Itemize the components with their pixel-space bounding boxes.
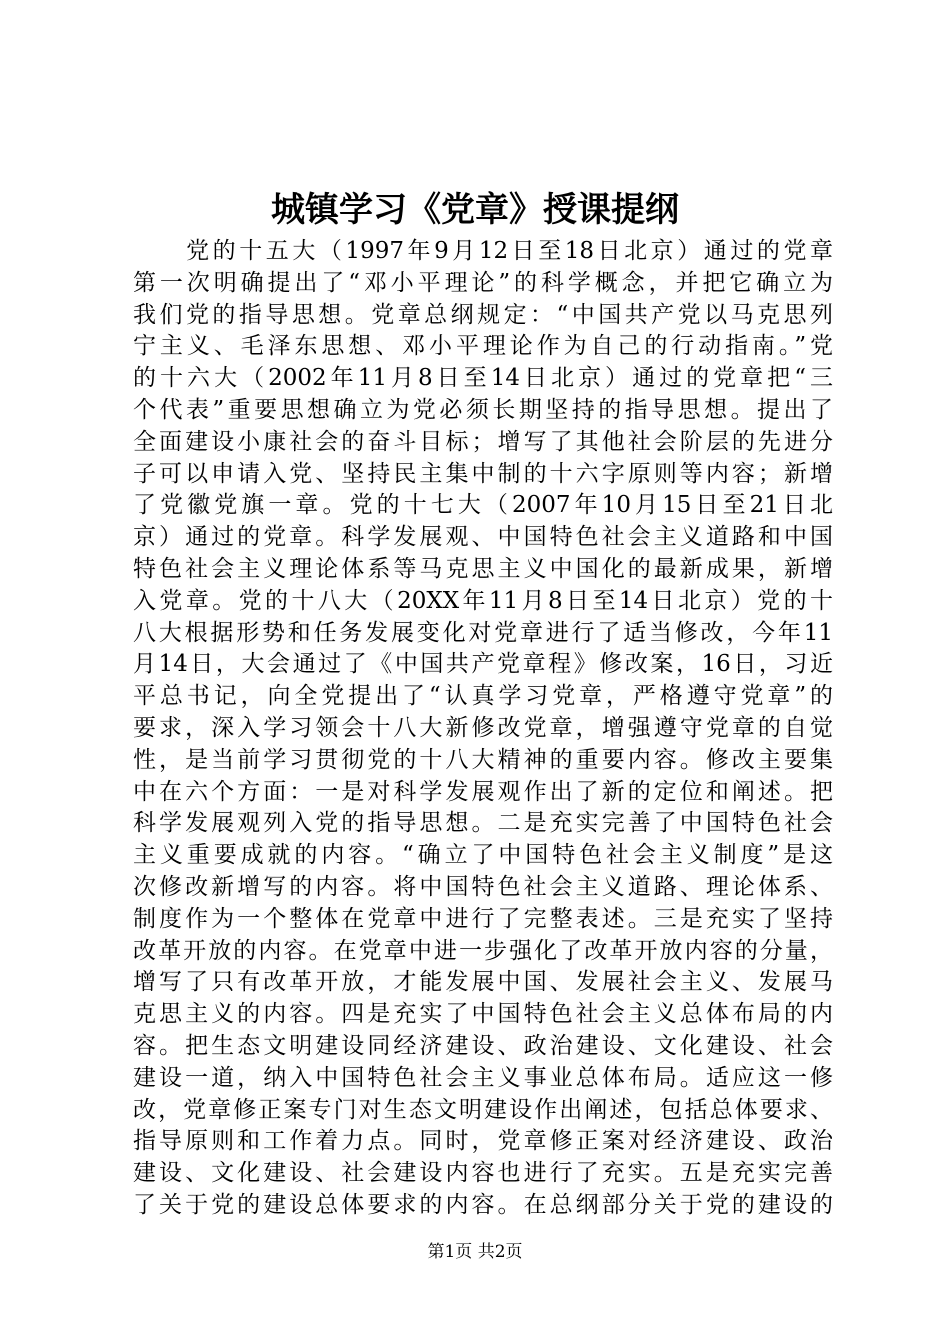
text-line: 全面建设小康社会的奋斗目标；增写了其他社会阶层的先进分 <box>133 428 833 455</box>
text-line: 宁主义、毛泽东思想、邓小平理论作为自己的行动指南。”党 <box>133 333 833 360</box>
text-line: 了关于党的建设总体要求的内容。在总纲部分关于党的建设的 <box>133 1191 833 1218</box>
text-line: 克思主义的内容。四是充实了中国特色社会主义总体布局的内 <box>133 1001 833 1028</box>
text-line: 入党章。党的十八大（20XX年11月8日至14日北京）党的十 <box>133 587 833 614</box>
text-line: 容。把生态文明建设同经济建设、政治建设、文化建设、社会 <box>133 1032 833 1059</box>
text-line: 党的十五大（1997年9月12日至18日北京）通过的党章 <box>133 238 833 264</box>
text-line: 指导原则和工作着力点。同时，党章修正案对经济建设、政治 <box>133 1128 833 1155</box>
text-line: 第一次明确提出了“邓小平理论”的科学概念，并把它确立为 <box>133 269 833 296</box>
text-line: 我们党的指导思想。党章总纲规定：“中国共产党以马克思列 <box>133 301 833 328</box>
body-paragraph <box>133 236 833 1222</box>
page-footer: 第1页 共2页 <box>427 1242 523 1262</box>
text-line: 的十六大（2002年11月8日至14日北京）通过的党章把“三 <box>133 365 833 392</box>
text-line: 中在六个方面：一是对科学发展观作出了新的定位和阐述。把 <box>133 778 833 805</box>
text-line: 月14日，大会通过了《中国共产党章程》修改案，16日，习近 <box>133 651 833 678</box>
text-line: 增写了只有改革开放，才能发展中国、发展社会主义、发展马 <box>133 969 833 996</box>
text-line: 建设一道，纳入中国特色社会主义事业总体布局。适应这一修 <box>133 1064 833 1091</box>
text-line: 京）通过的党章。科学发展观、中国特色社会主义道路和中国 <box>133 524 833 551</box>
text-line: 要求，深入学习领会十八大新修改党章，增强遵守党章的自觉 <box>133 714 833 741</box>
text-line: 子可以申请入党、坚持民主集中制的十六字原则等内容；新增 <box>133 460 833 487</box>
text-line: 改，党章修正案专门对生态文明建设作出阐述，包括总体要求、 <box>133 1096 833 1123</box>
text-line: 特色社会主义理论体系等马克思主义中国化的最新成果，新增 <box>133 555 833 582</box>
text-line: 性，是当前学习贯彻党的十八大精神的重要内容。修改主要集 <box>133 746 833 773</box>
text-line: 建设、文化建设、社会建设内容也进行了充实。五是充实完善 <box>133 1160 833 1187</box>
text-line: 制度作为一个整体在党章中进行了完整表述。三是充实了坚持 <box>133 905 833 932</box>
text-line: 主义重要成就的内容。“确立了中国特色社会主义制度”是这 <box>133 842 833 869</box>
document-title: 城镇学习《党章》授课提纲 <box>271 190 679 230</box>
text-line: 个代表”重要思想确立为党必须长期坚持的指导思想。提出了 <box>133 396 833 423</box>
text-line: 了党徽党旗一章。党的十七大（2007年10月15日至21日北 <box>133 492 833 519</box>
text-line: 八大根据形势和任务发展变化对党章进行了适当修改，今年11 <box>133 619 833 646</box>
text-line: 次修改新增写的内容。将中国特色社会主义道路、理论体系、 <box>133 873 833 900</box>
text-line: 平总书记，向全党提出了“认真学习党章，严格遵守党章”的 <box>133 683 833 710</box>
text-line: 改革开放的内容。在党章中进一步强化了改革开放内容的分量， <box>133 937 833 964</box>
text-line: 科学发展观列入党的指导思想。二是充实完善了中国特色社会 <box>133 810 833 837</box>
